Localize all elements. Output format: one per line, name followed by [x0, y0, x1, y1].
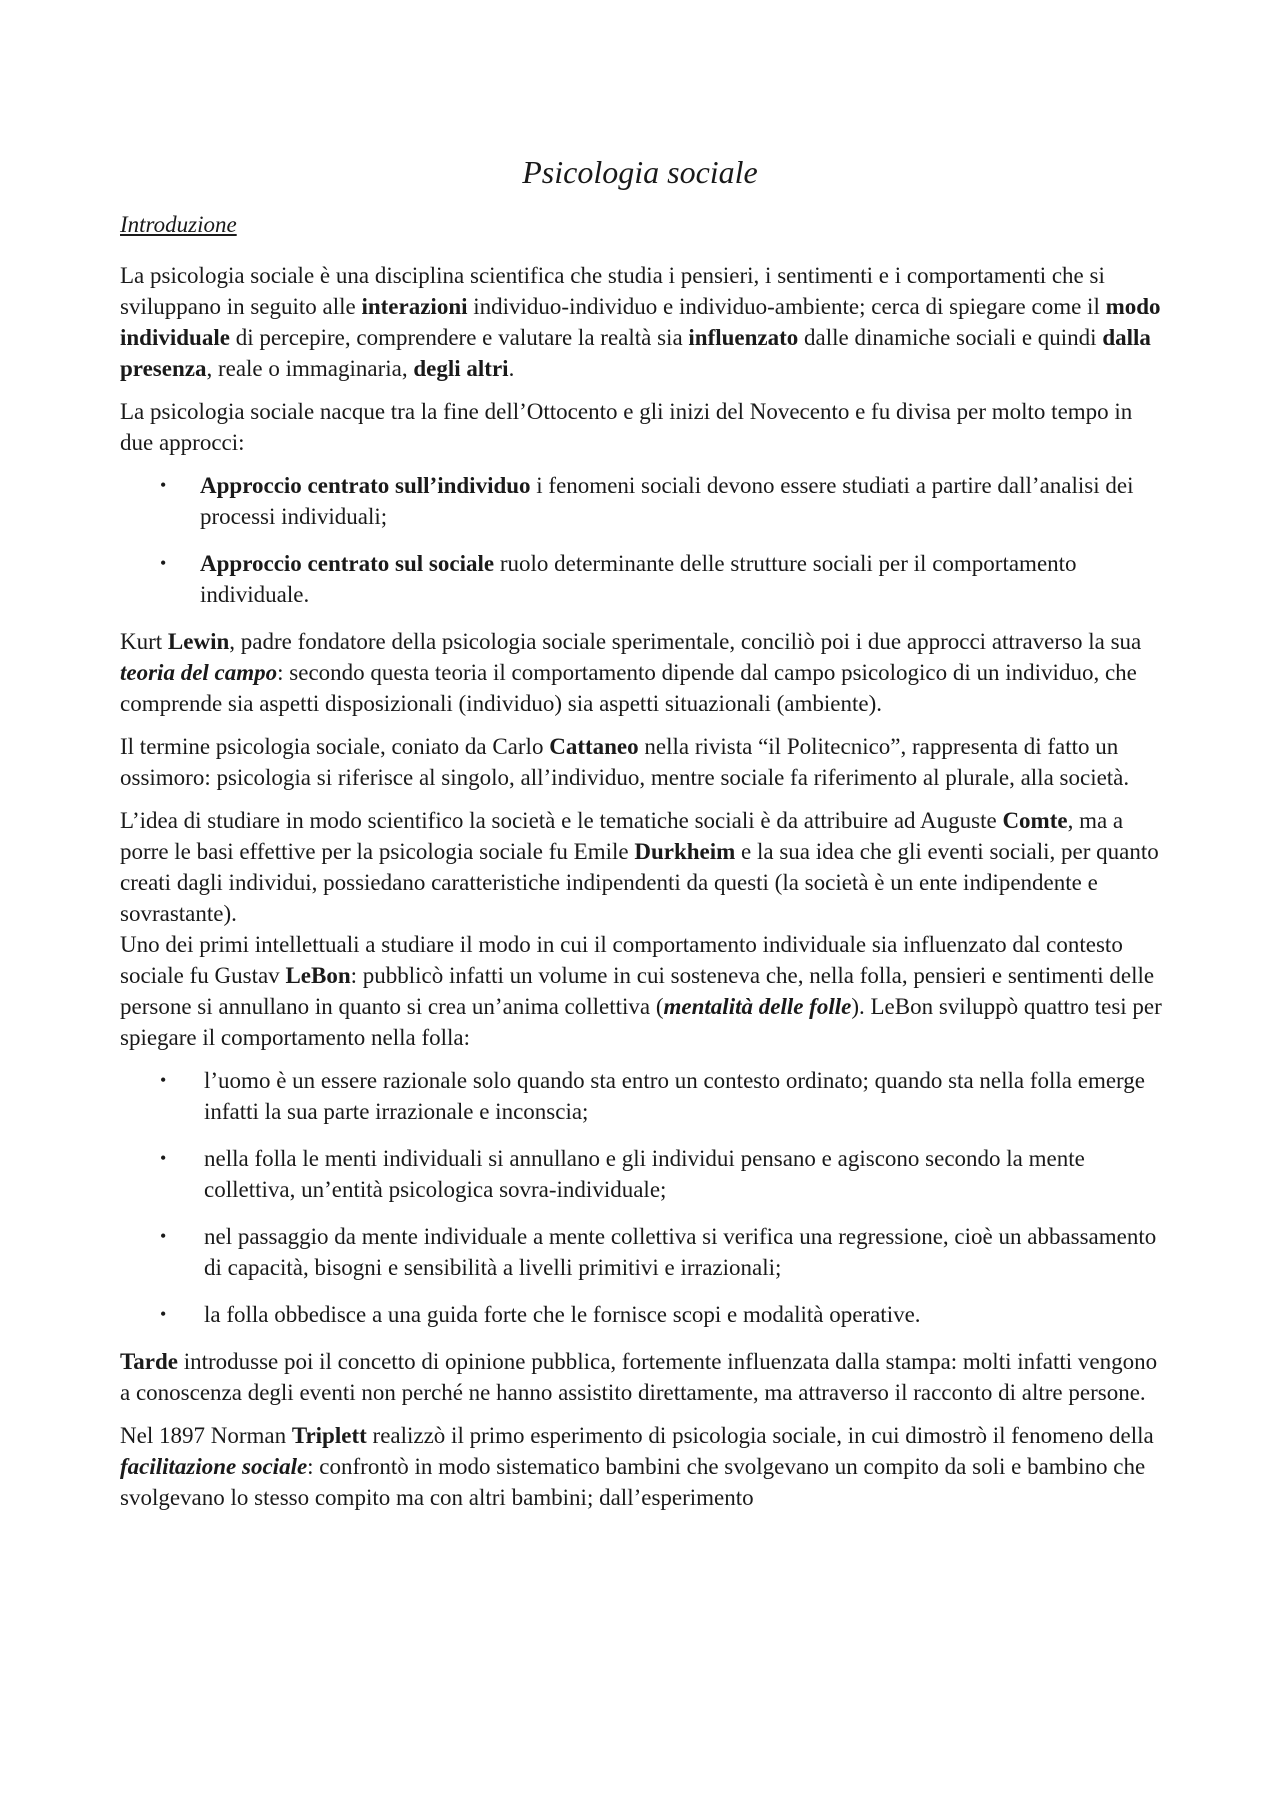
- paragraph-comte: L’idea di studiare in modo scientifico la società e le tematiche sociali è da attribuire ad Auguste Comte, ma a porre le basi effettive per la psicologia sociale fu Emile Durkheim e la sua idea che gli eventi sociali, per quanto creati dagli individui, possiedano caratteristiche indipendenti da questi (la società è un ente indipendente e sovrastante).: [120, 808, 1159, 926]
- theses-list: [120, 1065, 1165, 1330]
- paragraph-lebon: Uno dei primi intellettuali a studiare il modo in cui il comportamento individuale sia influenzato dal contesto sociale fu Gustav LeBon: pubblicò infatti un volume in cui sosteneva che, nella folla, pensieri e sentimenti delle persone si annullano in quanto si crea un’anima collettiva (mentalità delle folle). LeBon sviluppò quattro tesi per spiegare il comportamento nella folla:: [120, 932, 1162, 1050]
- list-item: • Approccio centrato sull’individuo i fenomeni sociali devono essere studiati a partire dall’analisi dei processi individuali;: [120, 470, 1165, 532]
- list-item: • nella folla le menti individuali si annullano e gli individui pensano e agiscono secondo la mente collettiva, un’entità psicologica sovra-individuale;: [120, 1143, 1165, 1205]
- document-body: [120, 260, 1165, 1525]
- approaches-list: [120, 470, 1165, 610]
- paragraph-triplett: Nel 1897 Norman Triplett realizzò il primo esperimento di psicologia sociale, in cui dimostrò il fenomeno della facilitazione sociale: confrontò in modo sistematico bambini che svolgevano un compito da soli e bambino che svolgevano lo stesso compito ma con altri bambini; dall’esperimento: [120, 1423, 1154, 1510]
- section-heading: Introduzione: [120, 212, 237, 237]
- list-item: • Approccio centrato sul sociale ruolo determinante delle strutture sociali per il comportamento individuale.: [120, 548, 1165, 610]
- list-item: • la folla obbedisce a una guida forte che le fornisce scopi e modalità operative.: [120, 1299, 1165, 1330]
- paragraph-tarde: Tarde introdusse poi il concetto di opinione pubblica, fortemente influenzata dalla stampa: molti infatti vengono a conoscenza degli eventi non perché ne hanno assistito direttamente, ma attraverso il racconto di altre persone.: [120, 1349, 1158, 1405]
- paragraph-lewin: Kurt Lewin, padre fondatore della psicologia sociale sperimentale, conciliò poi i due approcci attraverso la sua teoria del campo: secondo questa teoria il comportamento dipende dal campo psicologico di un individuo, che comprende sia aspetti disposizionali (individuo) sia aspetti situazionali (ambiente).: [120, 629, 1142, 716]
- list-item: • nel passaggio da mente individuale a mente collettiva si verifica una regressione, cioè un abbassamento di capacità, bisogni e sensibilità a livelli primitivi e irrazionali;: [120, 1221, 1165, 1283]
- paragraph-intro: La psicologia sociale è una disciplina scientifica che studia i pensieri, i sentimenti e i comportamenti che si sviluppano in seguito alle interazioni individuo-individuo e individuo-ambiente; cerca di spiegare come il modo individuale di percepire, comprendere e valutare la realtà sia influenzato dalle dinamiche sociali e quindi dalla presenza, reale o immaginaria, degli altri.: [120, 263, 1161, 381]
- paragraph-cattaneo: Il termine psicologia sociale, coniato da Carlo Cattaneo nella rivista “il Politecnico”, rappresenta di fatto un ossimoro: psicologia si riferisce al singolo, all’individuo, mentre sociale fa riferimento al plurale, alla società.: [120, 734, 1130, 790]
- list-item: • l’uomo è un essere razionale solo quando sta entro un contesto ordinato; quando sta nella folla emerge infatti la sua parte irrazionale e inconscia;: [120, 1065, 1165, 1127]
- page-title: Psicologia sociale: [522, 154, 758, 190]
- paragraph-approaches: La psicologia sociale nacque tra la fine dell’Ottocento e gli inizi del Novecento e fu divisa per molto tempo in due approcci:: [120, 399, 1133, 455]
